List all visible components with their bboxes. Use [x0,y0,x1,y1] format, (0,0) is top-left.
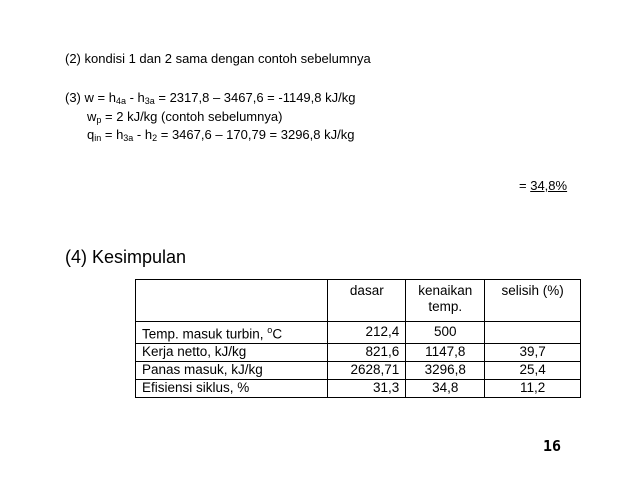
table-row [136,361,581,379]
cell-dasar: 31,3 [328,379,406,397]
cell-selisih: 39,7 [485,343,581,361]
table-row [136,322,581,344]
row-label: Temp. masuk turbin, $^o$C [136,322,328,344]
table-row [136,343,581,361]
cell-kenaikan: 3296,8 [406,361,485,379]
heat-input-equation: $q_{in} = h_{3a} - h_2 = 3467,6 - 170,79 = 3296,8$ kJ/kg [87,127,355,143]
cell-selisih: 25,4 [485,361,581,379]
header-selisih: selisih (%) [485,280,581,322]
header-kenaikan: kenaikan temp. [406,280,485,322]
step-2-text: (2) kondisi 1 dan 2 sama dengan contoh sebelumnya [65,51,371,66]
cell-kenaikan: 1147,8 [406,343,485,361]
cell-dasar: 212,4 [328,322,406,344]
row-label: Efisiensi siklus, % [136,379,328,397]
header-dasar: dasar [328,280,406,322]
summary-table [135,279,581,398]
cell-kenaikan: 34,8 [406,379,485,397]
cell-dasar: 821,6 [328,343,406,361]
step-3-work-equation: (3) $w = h_{4a} - h_{3a} = 2317,8 - 3467,6 = -1149,8$ kJ/kg [65,90,356,106]
cell-selisih: 11,2 [485,379,581,397]
header-empty-cell [136,280,328,322]
page-number: 16 [543,437,562,455]
cell-kenaikan: 500 [406,322,485,344]
table-header-row [136,280,581,322]
cell-selisih [485,322,581,344]
table-row [136,379,581,397]
efficiency-result: = 34,8% [519,178,568,193]
cell-dasar: 2628,71 [328,361,406,379]
row-label: Kerja netto, kJ/kg [136,343,328,361]
pump-work-equation: $w_p = 2$ kJ/kg (contoh sebelumnya) [87,109,283,125]
row-label: Panas masuk, kJ/kg [136,361,328,379]
section-heading: (4) Kesimpulan [65,247,187,267]
efficiency-value: 34,8% [530,178,568,193]
